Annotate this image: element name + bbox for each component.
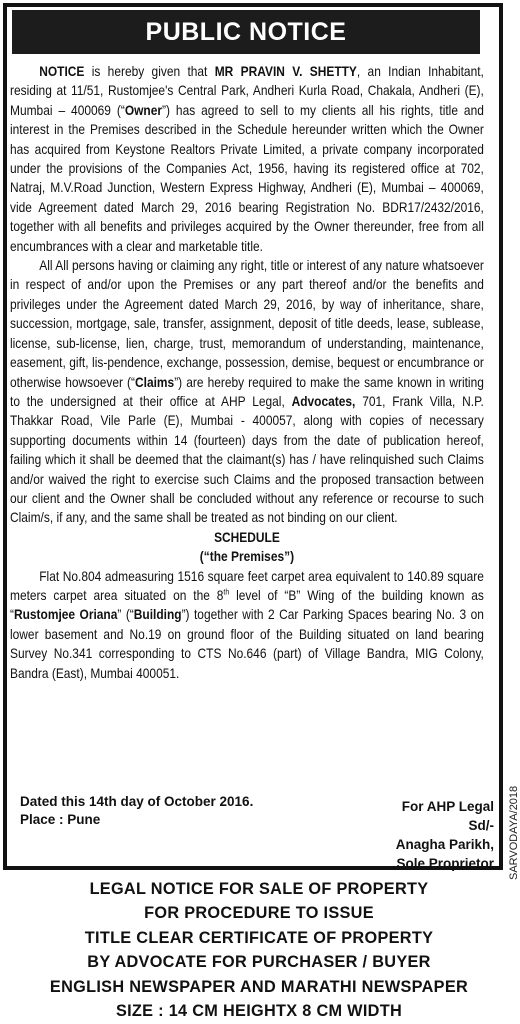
text-run: is hereby given that [84, 63, 215, 79]
notice-body [10, 62, 484, 683]
footer-caption [0, 877, 518, 1023]
footer-line: ENGLISH NEWSPAPER AND MARATHI NEWSPAPER [49, 977, 469, 996]
signature-role: Sole Proprietor [396, 856, 494, 871]
text-run: ” (“ [117, 606, 134, 623]
text-run: , an Indian Inhabitant, residing at 11/51, Rustomjee's Central Park, Andheri Kurla Road, Chakala, Andheri (E), Mumbai – 400069 (“ [10, 63, 484, 118]
advocates-label: Advocates, [291, 392, 356, 409]
signature-block [396, 797, 494, 873]
signature-firm: For AHP Legal [401, 799, 494, 814]
owner-label: Owner [124, 101, 163, 118]
notice-title: PUBLIC NOTICE [12, 10, 480, 54]
footer-line: BY ADVOCATE FOR PURCHASER / BUYER [87, 953, 431, 972]
text-run: level of “B” Wing of the building known as “ [10, 586, 484, 623]
schedule-paragraph [10, 567, 484, 683]
owner-name: MR PRAVIN V. SHETTY [214, 63, 357, 79]
building-label: Building [133, 606, 182, 623]
building-name: Rustomjee Oriana [13, 606, 118, 623]
text-run: ”) are hereby required to make the same known in writing to the undersigned at their office at AHP Legal, [10, 373, 484, 409]
schedule-subheading: (“the Premises”) [199, 548, 295, 565]
ordinal-suffix: th [223, 587, 230, 597]
footer-line: SIZE : 14 CM HEIGHTX 8 CM WIDTH [115, 1002, 403, 1021]
signature-name: Anagha Parikh, [395, 837, 494, 852]
place-line: Place : Pune [20, 812, 101, 827]
text-run: Flat No.804 admeasuring 1516 square feet carpet area equivalent to 140.89 square meters carpet area situated on the 8 [10, 567, 484, 603]
text-run: ”) together with 2 Car Parking Spaces bearing No. 3 on lower basement and No.19 on ground floor of the Building situated on land bearing Survey No.341 corresponding to CTS No.646 (part) of Village Bandra, MIG Colony, Bandra (East), Mumbai 400051. [10, 606, 484, 681]
notice-paragraph-1 [10, 62, 484, 256]
text-run: All All persons having or claiming any right, title or interest of any nature whatsoever in respect of and/or upon the Premises or any part thereof and/or the benefits and privileges under the Agreement dated March 29, 2016, by way of inheritance, share, succession, mortgage, sale, transfer, assignment, deposit of title deeds, lease, sublease, license, sub-license, lien, charge, trust, memorandum of understanding, maintenance, easement, gift, lis-pendence, exchange, possession, demise, bequest or encumbrance or otherwise howsoever (“ [10, 257, 484, 390]
schedule-heading: SCHEDULE [214, 528, 280, 545]
date-line: Dated this 14th day of October 2016. [20, 794, 254, 809]
notice-paragraph-2 [10, 256, 484, 528]
text-run: 701, Frank Villa, N.P. Thakkar Road, Vile Parle (E), Mumbai - 400057, along with copies of necessary supporting documents within 14 (fourteen) days from the date of publication hereof, failing which it shall be deemed that the claimant(s) has / have relinquished such Claims and/or waived the right to exercise such Claims and the proposed transaction between our client and the Owner shall be concluded without any reference or recourse to such Claim/s, if any, and the same shall be treated as not binding on our client. [10, 392, 484, 526]
footer-line: TITLE CLEAR CERTIFICATE OF PROPERTY [84, 928, 434, 947]
footer-line: FOR PROCEDURE TO ISSUE [144, 904, 374, 923]
signature-sd: Sd/- [468, 818, 494, 833]
footer-line: LEGAL NOTICE FOR SALE OF PROPERTY [89, 880, 429, 898]
date-place-block [20, 793, 253, 829]
claims-label: Claims [135, 373, 175, 390]
notice-keyword: NOTICE [39, 63, 85, 79]
text-run: ”) has agreed to sell to my clients all his rights, title and interest in the Premises described in the Schedule hereunder written which the Owner has acquired from Keystone Realtors Private Limited, a private company incorporated under the provisions of the Companies Act, 1956, having its registered office at 702, Natraj, M.V.Road Junction, Western Express Highway, Andheri (E), Mumbai – 400069, vide Agreement dated March 29, 2016 bearing Registration No. BDR17/2432/2016, together with all benefits and privileges acquired by the Owner thereunder, free from all encumbrances with a clear and marketable title. [10, 101, 484, 254]
